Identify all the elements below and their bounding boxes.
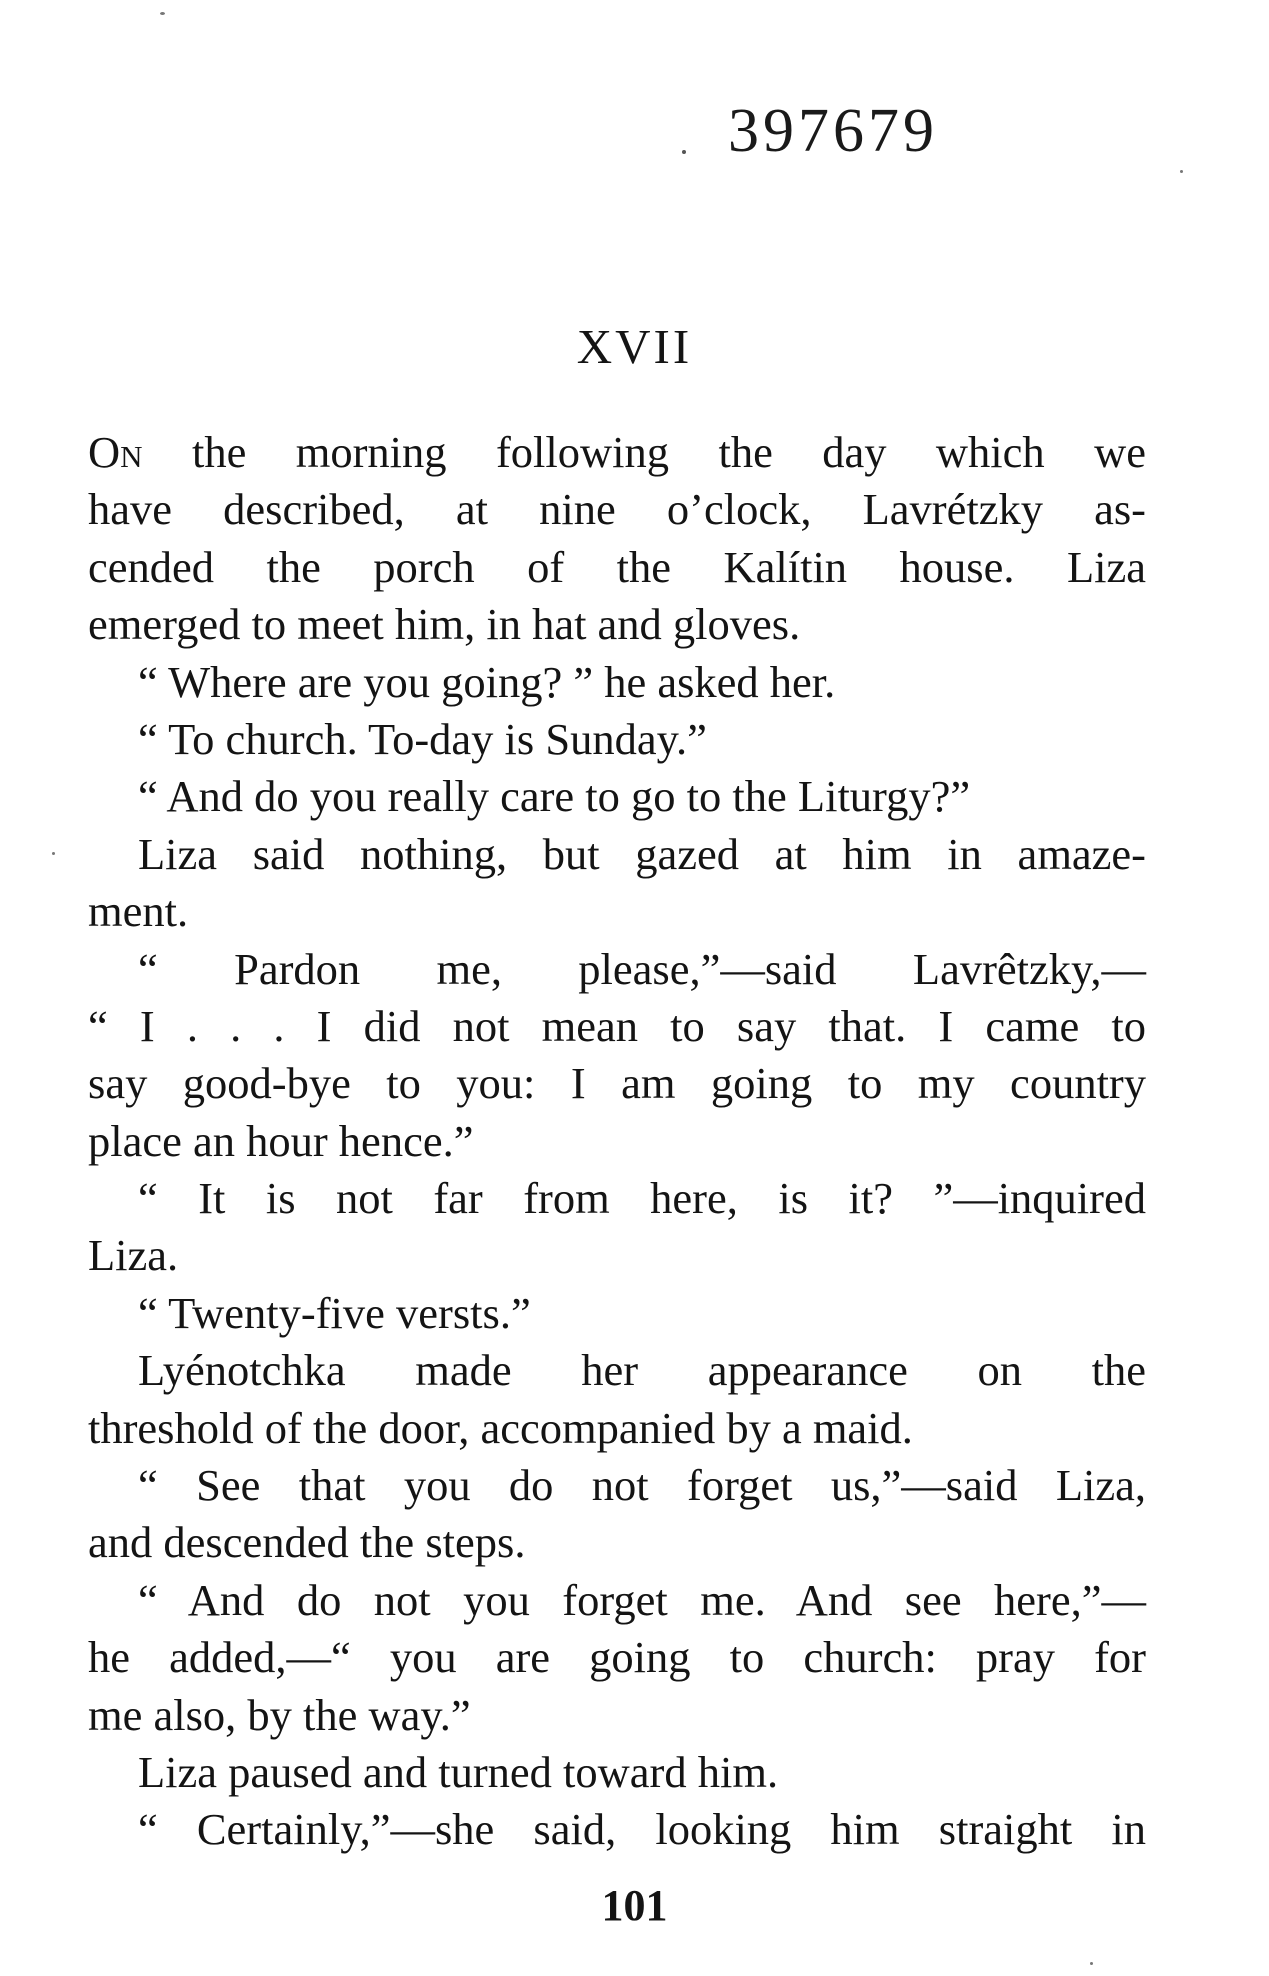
accession-number: 397679 bbox=[728, 97, 938, 165]
text-line: emerged to meet him, in hat and gloves. bbox=[88, 599, 801, 650]
text-line: have described, at nine o’clock, Lavrétzky as- bbox=[88, 484, 1146, 535]
text-line: he added,—“ you are going to church: pray for bbox=[88, 1632, 1146, 1683]
page-number: 101 bbox=[601, 1881, 668, 1930]
text-line: “ Certainly,”—she said, looking him straight in bbox=[138, 1804, 1146, 1855]
text-line: Liza paused and turned toward him. bbox=[138, 1746, 779, 1797]
paper-speck bbox=[1090, 1962, 1093, 1965]
text-line: place an hour hence.” bbox=[88, 1115, 474, 1166]
text-line: “ To church. To-day is Sunday.” bbox=[138, 713, 707, 764]
text-line: and descended the steps. bbox=[88, 1517, 526, 1568]
paper-speck bbox=[160, 12, 165, 15]
paper-speck bbox=[52, 852, 55, 855]
text-line: Lyénotchka made her appearance on the bbox=[138, 1345, 1146, 1396]
chapter-title: XVII bbox=[576, 319, 693, 374]
line-rest: the morning following the day which we bbox=[142, 427, 1146, 477]
text-line: Liza said nothing, but gazed at him in amaze- bbox=[138, 828, 1146, 879]
text-line: “ Twenty-five versts.” bbox=[138, 1287, 531, 1338]
text-line: “ And do you really care to go to the Liturgy?” bbox=[138, 771, 971, 822]
text-line: “ Where are you going? ” he asked her. bbox=[138, 656, 836, 707]
text-line: “ I . . . I did not mean to say that. I came to bbox=[88, 1000, 1146, 1051]
text-line: ment. bbox=[88, 886, 189, 937]
text-line: me also, by the way.” bbox=[88, 1689, 471, 1740]
paper-speck bbox=[1180, 170, 1183, 173]
text-line: threshold of the door, accompanied by a maid. bbox=[88, 1402, 913, 1453]
text-line: say good-bye to you: I am going to my country bbox=[88, 1058, 1146, 1109]
text-line: “ Pardon me, please,”—said Lavrêtzky,— bbox=[138, 943, 1146, 994]
drop-word: On bbox=[88, 427, 143, 477]
ink-dot bbox=[682, 150, 686, 154]
text-line bbox=[88, 424, 1146, 481]
text-line: Liza. bbox=[88, 1230, 179, 1281]
text-line: “ And do not you forget me. And see here,”— bbox=[138, 1574, 1146, 1625]
text-line: “ See that you do not forget us,”—said Liza, bbox=[138, 1460, 1146, 1511]
text-line: “ It is not far from here, is it? ”—inquired bbox=[138, 1173, 1146, 1224]
text-line: cended the porch of the Kalítin house. Liza bbox=[88, 541, 1146, 592]
chapter-text bbox=[88, 424, 1146, 1859]
